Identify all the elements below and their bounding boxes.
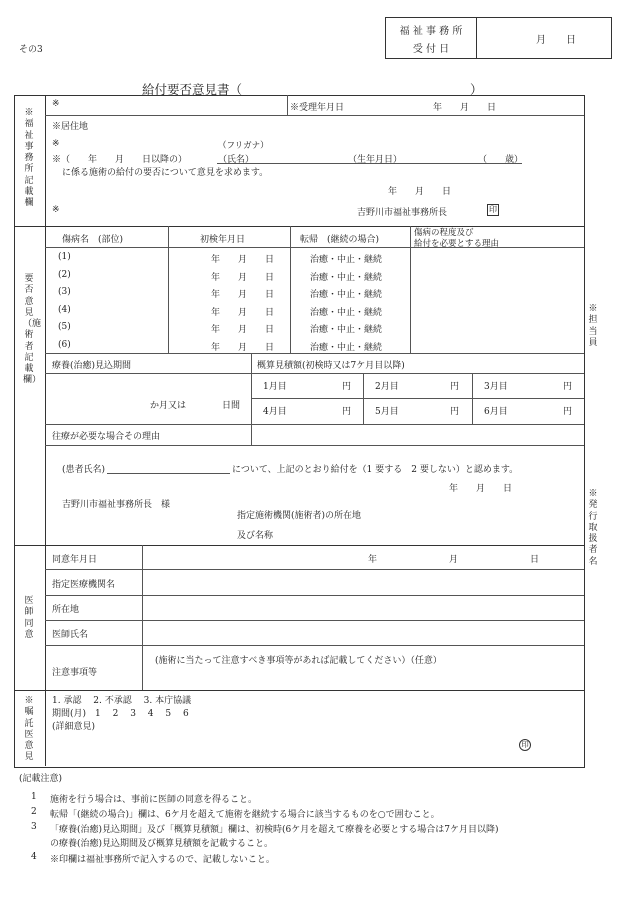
receipt-date-label: ※受理年月日 [290, 103, 345, 113]
row-number: (1) [58, 252, 71, 262]
consent-date-label: 同意年月日 [52, 555, 98, 565]
seal-stamp: 印 [489, 205, 497, 214]
consent-date-field[interactable]: 年 月 日 [449, 484, 513, 494]
row-first-visit-field[interactable]: 年 月 日 [211, 325, 275, 335]
row-outcome-options[interactable]: 治癒・中止・継続 [310, 255, 383, 265]
period-value-field[interactable]: か月又は 日間 [150, 401, 241, 411]
birthdate-label: （生年月日） [348, 155, 403, 165]
note-number: 1 [31, 792, 37, 802]
consent-year-field[interactable]: 年 [368, 555, 378, 565]
row-number: (5) [58, 322, 71, 332]
period-since-field[interactable]: ※（ 年 月 日以降の） [52, 155, 188, 165]
addressee-label: 吉野川市福祉事務所長 様 [62, 500, 171, 510]
request-date-field[interactable]: 年 月 日 [388, 187, 452, 197]
note-text: ※印欄は福祉事務所で記入するので、記載しないこと。 [50, 855, 275, 865]
notes-heading: (記載注意) [19, 774, 63, 784]
col-first-visit: 初検年月日 [200, 235, 246, 245]
consent-text: について、上記のとおり給付を（1 要する 2 要しない）と認めます。 [232, 465, 519, 475]
estimate-label: 概算見積額(初検時又は7ケ月目以降) [257, 361, 405, 371]
col-disease: 傷病名 (部位) [62, 235, 124, 245]
note-text: の療養(治癒)見込期間及び概算見積額を記載すること。 [50, 839, 274, 849]
s1-mark-3: ※ [52, 139, 60, 149]
section4-label: ※嘱託医意見 [24, 696, 34, 763]
form-number: その3 [19, 45, 43, 55]
notes-hint: (施術に当たって注意すべき事項等があれば記載してください）（任意） [155, 656, 442, 666]
doctor-name-label: 医師氏名 [52, 630, 89, 640]
month-label: 6月目 [484, 407, 508, 417]
age-field[interactable]: （ 歳） [478, 155, 524, 165]
month-amount-field[interactable]: 円 [342, 407, 352, 417]
form-title: 給付要否意見書（ [142, 82, 243, 97]
row-outcome-options[interactable]: 治癒・中止・継続 [310, 290, 383, 300]
note-text: 施術を行う場合は、事前に医師の同意を得ること。 [50, 795, 258, 805]
facility-location-label: 指定施術機関(施術者)の所在地 [237, 511, 362, 521]
month-label: 1月目 [263, 382, 287, 392]
staff-label: ※担当員 [588, 304, 598, 348]
receipt-date-field[interactable]: 年 月 日 [433, 103, 497, 113]
request-text: に係る施術の給付の要否について意見を求めます。 [62, 168, 269, 178]
detail-opinion-label: (詳細意見) [52, 722, 96, 732]
month-label: 3月目 [484, 382, 508, 392]
section1-label: ※福祉事務所記載欄 [24, 108, 34, 208]
month-amount-field[interactable]: 円 [563, 407, 573, 417]
row-outcome-options[interactable]: 治癒・中止・継続 [310, 342, 383, 353]
office-chief-label: 吉野川市福祉事務所長 [357, 208, 448, 218]
row-outcome-options[interactable]: 治癒・中止・継続 [310, 272, 383, 283]
furigana-label: （フリガナ） [218, 141, 269, 151]
location-label: 所在地 [52, 605, 80, 615]
row-first-visit-field[interactable]: 年 月 日 [211, 342, 275, 353]
issuer-label: ※発行取扱者名 [588, 489, 598, 567]
note-text: 転帰「(継続の場合)」欄は、6ケ月を超えて施術を継続する場合に該当するものを○で囲むこと。 [50, 810, 440, 820]
office-label: 福 祉 事 務 所 [399, 26, 463, 37]
col-reason-2: 給付を必要とする理由 [414, 239, 500, 249]
address-label: ※居住地 [52, 122, 89, 132]
consent-month-field[interactable]: 月 [449, 555, 459, 565]
note-number: 3 [31, 822, 37, 832]
approval-options[interactable]: 1. 承認 2. 不承認 3. 本庁協議 [52, 696, 192, 706]
month-amount-field[interactable]: 円 [450, 382, 460, 392]
row-first-visit-field[interactable]: 年 月 日 [211, 290, 275, 300]
row-number: (2) [58, 269, 71, 280]
row-first-visit-field[interactable]: 年 月 日 [211, 307, 275, 318]
row-outcome-options[interactable]: 治癒・中止・継続 [310, 307, 383, 318]
section2-label: 要否意見（施術者記載欄） [23, 274, 42, 386]
row-number: (6) [58, 339, 71, 350]
doctor-seal: 印 [519, 739, 531, 751]
reception-date-label: 受 付 日 [412, 44, 450, 55]
month-label: 5月目 [375, 407, 399, 417]
consent-day-field[interactable]: 日 [530, 555, 540, 565]
note-number: 2 [31, 807, 37, 817]
row-number: (4) [58, 304, 71, 315]
month-amount-field[interactable]: 円 [342, 382, 352, 392]
patient-name-label: (患者氏名) [62, 465, 106, 475]
note-number: 4 [31, 852, 37, 862]
row-number: (3) [58, 287, 71, 297]
period-months-options[interactable]: 期間(月) 1 2 3 4 5 6 [52, 709, 189, 719]
month-amount-field[interactable]: 円 [450, 407, 460, 417]
institution-label: 指定医療機関名 [52, 580, 116, 590]
visit-reason-label: 往療が必要な場合その理由 [52, 432, 161, 442]
note-text: 「療養(治癒)見込期間」及び「概算見積額」欄は、初検時(6ケ月を超えて療養を必要とする場合は7ケ月目以降) [50, 825, 499, 835]
facility-name-label: 及び名称 [237, 531, 274, 541]
form-title-close: ） [470, 82, 483, 97]
reception-box [385, 17, 612, 59]
row-first-visit-field[interactable]: 年 月 日 [211, 272, 275, 283]
row-outcome-options[interactable]: 治癒・中止・継続 [310, 325, 383, 335]
month-label: 2月目 [375, 382, 399, 392]
s1-mark-7: ※ [52, 205, 60, 215]
row-first-visit-field[interactable]: 年 月 日 [211, 255, 275, 265]
col-outcome: 転帰 (継続の場合) [300, 235, 380, 245]
month-amount-field[interactable]: 円 [563, 382, 573, 392]
reception-date-field[interactable]: 月 日 [536, 35, 576, 46]
section3-label: 医師同意 [24, 596, 34, 640]
s1-mark-1: ※ [52, 99, 60, 109]
notes-label: 注意事項等 [52, 668, 98, 678]
name-label: （氏名） [218, 155, 255, 165]
col-reason-1: 傷病の程度及び [414, 228, 474, 238]
period-label: 療養(治癒)見込期間 [52, 361, 132, 371]
month-label: 4月目 [263, 407, 287, 417]
